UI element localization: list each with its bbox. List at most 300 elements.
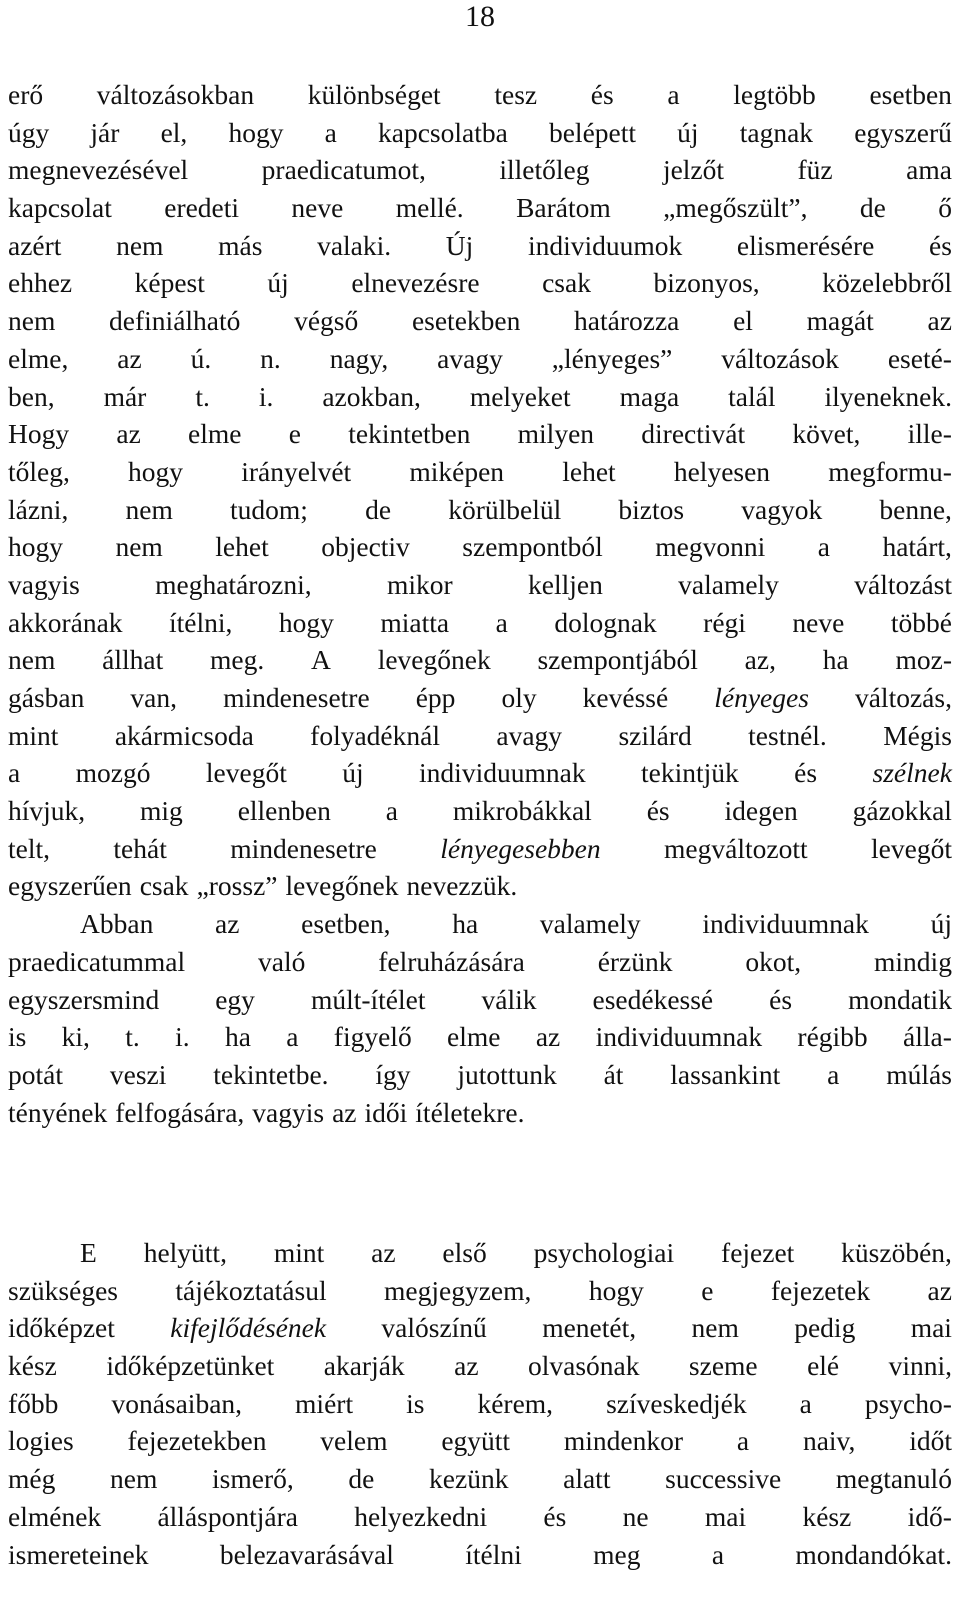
word: mondandókat. [795, 1538, 952, 1570]
word: individuumnak [419, 757, 586, 789]
word: belépett [548, 116, 637, 148]
word: követ, [792, 418, 861, 450]
emphasized-word: lényeges [714, 682, 809, 713]
word: múlás [886, 1058, 952, 1090]
word: ismerő, [212, 1463, 294, 1495]
word: mindenesetre [230, 832, 377, 864]
word: változásokban [96, 79, 255, 110]
word: nevezzük. [406, 870, 518, 902]
word: naiv, [802, 1425, 856, 1457]
word: a [385, 795, 398, 827]
text-line [8, 528, 952, 566]
word: a [711, 1538, 725, 1570]
word: egyszerűen [8, 870, 132, 902]
word: benne, [879, 493, 952, 525]
word: szilárd [618, 719, 692, 751]
word: nem [110, 1463, 158, 1495]
word: csak [139, 870, 189, 902]
word: vagyis [8, 568, 80, 600]
word: végső [294, 305, 359, 337]
word: helyütt, [143, 1237, 227, 1268]
word: is [8, 1021, 27, 1053]
word: miért [295, 1387, 354, 1419]
word: pedig [794, 1312, 856, 1344]
word: kezünk [429, 1463, 509, 1495]
word: mig [140, 795, 183, 827]
word: directivát [641, 418, 746, 450]
word: tehát [113, 832, 167, 864]
word: és [590, 79, 614, 110]
word: a [324, 116, 337, 148]
word: psycho- [864, 1387, 952, 1419]
word: az [371, 1237, 396, 1268]
text-line [8, 1422, 952, 1460]
word: telt, [8, 832, 51, 864]
word: valaki. [317, 229, 392, 261]
word: kész [802, 1500, 852, 1532]
word: de [365, 493, 392, 525]
word: idegen [724, 795, 798, 827]
word: időképzet [8, 1312, 115, 1344]
word: ítéletekre. [415, 1096, 525, 1128]
word: így [375, 1058, 411, 1090]
word: e [701, 1274, 714, 1306]
word: az [927, 305, 952, 337]
word: fejezetekben [127, 1425, 267, 1457]
text-line [8, 453, 952, 491]
word: e [288, 418, 301, 450]
word: főbb [8, 1387, 59, 1419]
word: többé [890, 606, 952, 638]
word: akkorának [8, 606, 123, 638]
word: hogy [228, 116, 284, 148]
word: múlt-ítélet [310, 983, 426, 1015]
word: folyadéknál [310, 719, 440, 751]
text-line [8, 76, 952, 114]
word: ha [822, 644, 849, 676]
word: tájékoztatásul [175, 1274, 327, 1306]
emphasized-word: szélnek [872, 757, 952, 789]
word: tőleg, [8, 455, 70, 487]
word: mondatik [848, 983, 952, 1015]
text-line [8, 717, 952, 755]
word: közelebbről [822, 267, 952, 299]
word: épp [415, 682, 456, 713]
word: mint [273, 1237, 325, 1268]
word: mint [8, 719, 59, 751]
text-line [8, 1018, 952, 1056]
word: egyszersmind [8, 983, 160, 1015]
word: nem [116, 229, 164, 261]
word: az [454, 1350, 479, 1382]
word: való [258, 945, 306, 977]
word: akármicsoda [114, 719, 254, 751]
word: oly [501, 682, 537, 713]
word: van, [130, 682, 178, 713]
word: figyelő [333, 1021, 412, 1053]
word: „lényeges” [551, 342, 673, 374]
word: E [80, 1237, 97, 1268]
word: elé [807, 1350, 840, 1382]
word: esetben, [301, 908, 391, 940]
word: első [442, 1237, 487, 1268]
word: individuumnak [595, 1021, 763, 1053]
word: már [103, 380, 147, 412]
text-line [8, 114, 952, 152]
word: együtt [441, 1425, 511, 1457]
word: valamely [539, 908, 641, 940]
text-line [8, 264, 952, 302]
emphasized-word: lényegesebben [440, 832, 601, 864]
word: felfogására, [115, 1096, 245, 1128]
word: még [8, 1463, 56, 1495]
word: dolognak [554, 606, 657, 638]
word: i. [175, 1021, 190, 1053]
word: hogy [588, 1274, 644, 1306]
word: ille- [907, 418, 952, 450]
word: n. [260, 342, 281, 374]
text-block-1 [8, 76, 952, 1131]
word: psychologiai [533, 1237, 675, 1268]
word: lassankint [670, 1058, 781, 1090]
text-line [8, 227, 952, 265]
word: egy [215, 983, 255, 1015]
word: új [267, 267, 289, 299]
word: avagy [496, 719, 563, 751]
word: el [733, 305, 753, 337]
word: esetben [869, 79, 952, 110]
word: melyeket [469, 380, 571, 412]
word: fejezetek [770, 1274, 871, 1306]
word: objectiv [321, 531, 410, 563]
word: valamely [678, 568, 779, 600]
word: válik [481, 983, 537, 1015]
word: akarják [323, 1350, 405, 1382]
word: állhat [102, 644, 164, 676]
word: neve [291, 192, 344, 224]
word: elme, [8, 342, 69, 374]
word: mindenesetre [223, 682, 370, 713]
emphasized-word: kifejlődésének [170, 1312, 327, 1344]
word: gázokkal [852, 795, 952, 827]
text-line [8, 491, 952, 529]
word: megjegyzem, [384, 1274, 532, 1306]
text-line [8, 1460, 952, 1498]
word: irányelvét [241, 455, 352, 487]
word: Barátom [516, 192, 611, 224]
word: ú. [190, 342, 212, 374]
word: milyen [517, 418, 595, 450]
text-block-2 [8, 1234, 952, 1573]
word: kérem, [477, 1387, 554, 1419]
text-line [8, 340, 952, 378]
word: elnevezésre [351, 267, 480, 299]
word: körülbelül [448, 493, 562, 525]
word: a [827, 1058, 840, 1090]
word: úgy [8, 116, 50, 148]
word: tekintjük [640, 757, 739, 789]
word: „rossz” [196, 870, 278, 902]
word: hogy [128, 455, 184, 487]
word: ha [452, 908, 479, 940]
word: ama [906, 154, 952, 186]
word: képest [134, 267, 205, 299]
word: mikor [386, 568, 453, 600]
word: tagnak [739, 116, 814, 148]
word: nagy, [329, 342, 389, 374]
word: legtöbb [733, 79, 816, 110]
word: Mégis [883, 719, 952, 751]
word: vinni, [888, 1350, 952, 1382]
word: elmének [8, 1500, 102, 1532]
word: változások [721, 342, 839, 374]
word: levegőt [871, 832, 952, 864]
word: egyszerű [854, 116, 952, 148]
word: ehhez [8, 267, 73, 299]
text-line [8, 905, 952, 943]
word: mai [704, 1500, 747, 1532]
word: tényének [8, 1096, 108, 1128]
word: érzünk [597, 945, 673, 977]
word: el, [160, 116, 188, 148]
word: meg [593, 1538, 641, 1570]
word: maga [619, 380, 680, 412]
word: tesz [494, 79, 538, 110]
word: határozza [574, 305, 680, 337]
word: meghatározni, [155, 568, 312, 600]
word: kapcsolatba [378, 116, 508, 148]
word: megnevezésével [8, 154, 189, 186]
word: felruházására [378, 945, 525, 977]
word: Új [445, 229, 474, 261]
word: tekintetben [348, 418, 471, 450]
word: nem [691, 1312, 739, 1344]
word: küszöbén, [841, 1237, 952, 1268]
word: erő [8, 79, 44, 110]
page-number: 18 [465, 0, 495, 33]
word: új [342, 757, 364, 789]
word: vonásaiban, [111, 1387, 243, 1419]
word: okot, [745, 945, 802, 977]
word: t. [125, 1021, 140, 1053]
word: jutottunk [457, 1058, 557, 1090]
word: álláspontjára [157, 1500, 298, 1532]
word: át [603, 1058, 624, 1090]
word: ítélni [465, 1538, 522, 1570]
word: tekintetbe. [213, 1058, 329, 1090]
word: talál [728, 380, 776, 412]
word: az, [744, 644, 776, 676]
word: miképen [409, 455, 505, 487]
text-line [8, 302, 952, 340]
word: hogy [278, 606, 334, 638]
word: ne [622, 1500, 649, 1532]
word: „megőszült”, [663, 192, 808, 224]
word: levegőnek [377, 644, 491, 676]
word: és [794, 757, 818, 789]
word: és [769, 983, 793, 1015]
word: bizonyos, [653, 267, 760, 299]
word: magát [806, 305, 874, 337]
text-line [8, 981, 952, 1019]
word: mai [910, 1312, 952, 1344]
word: kapcsolat [8, 192, 112, 224]
word: elismerésére [736, 229, 875, 261]
word: csak [542, 267, 591, 299]
word: biztos [618, 493, 685, 525]
word: időt [909, 1425, 952, 1457]
word: tudom; [230, 493, 308, 525]
word: változás, [854, 682, 952, 713]
word: idői [364, 1096, 408, 1128]
text-line [8, 1498, 952, 1536]
text-line [8, 1094, 952, 1132]
word: belezavarásával [219, 1538, 394, 1570]
word: ben, [8, 380, 55, 412]
word: hívjuk, [8, 795, 86, 827]
word: a [495, 606, 508, 638]
text-line [8, 830, 952, 868]
text-line [8, 1056, 952, 1094]
word: miatta [380, 606, 450, 638]
word: definiálható [109, 305, 241, 337]
word: mindenkor [563, 1425, 684, 1457]
word: szükséges [8, 1274, 118, 1306]
word: és [929, 229, 952, 261]
word: gásban [8, 682, 85, 713]
word: az [117, 342, 142, 374]
word: vagyok [741, 493, 823, 525]
word: jár [90, 116, 120, 148]
word: ismereteinek [8, 1538, 149, 1570]
word: de [859, 192, 886, 224]
word: nem [8, 644, 56, 676]
word: mellé. [395, 192, 464, 224]
word: különbséget [307, 79, 441, 110]
word: lehet [215, 531, 269, 563]
text-line [8, 867, 952, 905]
word: szempontjából [537, 644, 698, 676]
word: szíveskedjék [606, 1387, 747, 1419]
word: praedicatumot, [261, 154, 426, 186]
word: ilyeneknek. [824, 380, 952, 412]
text-line [8, 1234, 952, 1272]
word: olvasónak [527, 1350, 640, 1382]
word: individuumnak [702, 908, 869, 940]
word: esetekben [411, 305, 521, 337]
word: velem [320, 1425, 388, 1457]
word: successive [665, 1463, 782, 1495]
word: jelzőt [662, 154, 725, 186]
word: kelljen [527, 568, 603, 600]
word: álla- [903, 1021, 952, 1053]
word: azokban, [322, 380, 421, 412]
word: és [646, 795, 670, 827]
text-line [8, 1272, 952, 1310]
word: moz- [895, 644, 952, 676]
word: elme [447, 1021, 501, 1053]
word: individuumok [527, 229, 683, 261]
text-line [8, 1309, 952, 1347]
word: de [348, 1463, 375, 1495]
word: füz [797, 154, 833, 186]
word: fejezet [721, 1237, 795, 1268]
word: a [799, 1387, 812, 1419]
word: ítélni, [169, 606, 233, 638]
word: időképzetünket [106, 1350, 275, 1382]
word: kevéssé [582, 682, 669, 713]
word: a [667, 79, 680, 110]
word: mikrobákkal [452, 795, 592, 827]
word: ha [224, 1021, 251, 1053]
word: elme [188, 418, 242, 450]
text-line [8, 641, 952, 679]
text-line [8, 151, 952, 189]
word: menetét, [542, 1312, 637, 1344]
word: A [311, 644, 331, 676]
word: az [215, 908, 240, 940]
word: lehet [562, 455, 616, 487]
word: illetőleg [499, 154, 590, 186]
word: esedékessé [592, 983, 714, 1015]
word: a [817, 531, 830, 563]
word: i. [258, 380, 274, 412]
text-line [8, 415, 952, 453]
word: nem [115, 531, 163, 563]
word: ellenben [237, 795, 331, 827]
text-line [8, 943, 952, 981]
word: új [677, 116, 699, 148]
word: régi [703, 606, 746, 638]
word: neve [792, 606, 845, 638]
word: ki, [61, 1021, 90, 1053]
word: t. [195, 380, 210, 412]
word: eredeti [164, 192, 240, 224]
text-line [8, 566, 952, 604]
text-line [8, 378, 952, 416]
word: Abban [80, 908, 154, 940]
word: valószínű [381, 1312, 487, 1344]
word: a [8, 757, 21, 789]
word: változást [854, 568, 952, 600]
word: régibb [797, 1021, 868, 1053]
text-line [8, 754, 952, 792]
word: szeme [688, 1350, 758, 1382]
word: és [543, 1500, 567, 1532]
text-line [8, 604, 952, 642]
text-line [8, 1536, 952, 1574]
word: az [535, 1021, 561, 1053]
word: új [930, 908, 952, 940]
word: praedicatummal [8, 945, 186, 977]
text-line [8, 679, 952, 717]
word: Hogy [8, 418, 70, 450]
text-line [8, 792, 952, 830]
word: megtanuló [835, 1463, 952, 1495]
word: helyesen [673, 455, 771, 487]
word: nem [8, 305, 56, 337]
word: potát [8, 1058, 63, 1090]
word: alatt [563, 1463, 611, 1495]
word: az [927, 1274, 952, 1306]
word: lázni, [8, 493, 69, 525]
word: ő [938, 192, 952, 224]
word: az [332, 1096, 357, 1128]
word: levegőnek [285, 870, 399, 902]
word: nem [125, 493, 173, 525]
word: a [736, 1425, 750, 1457]
word: avagy [437, 342, 503, 374]
